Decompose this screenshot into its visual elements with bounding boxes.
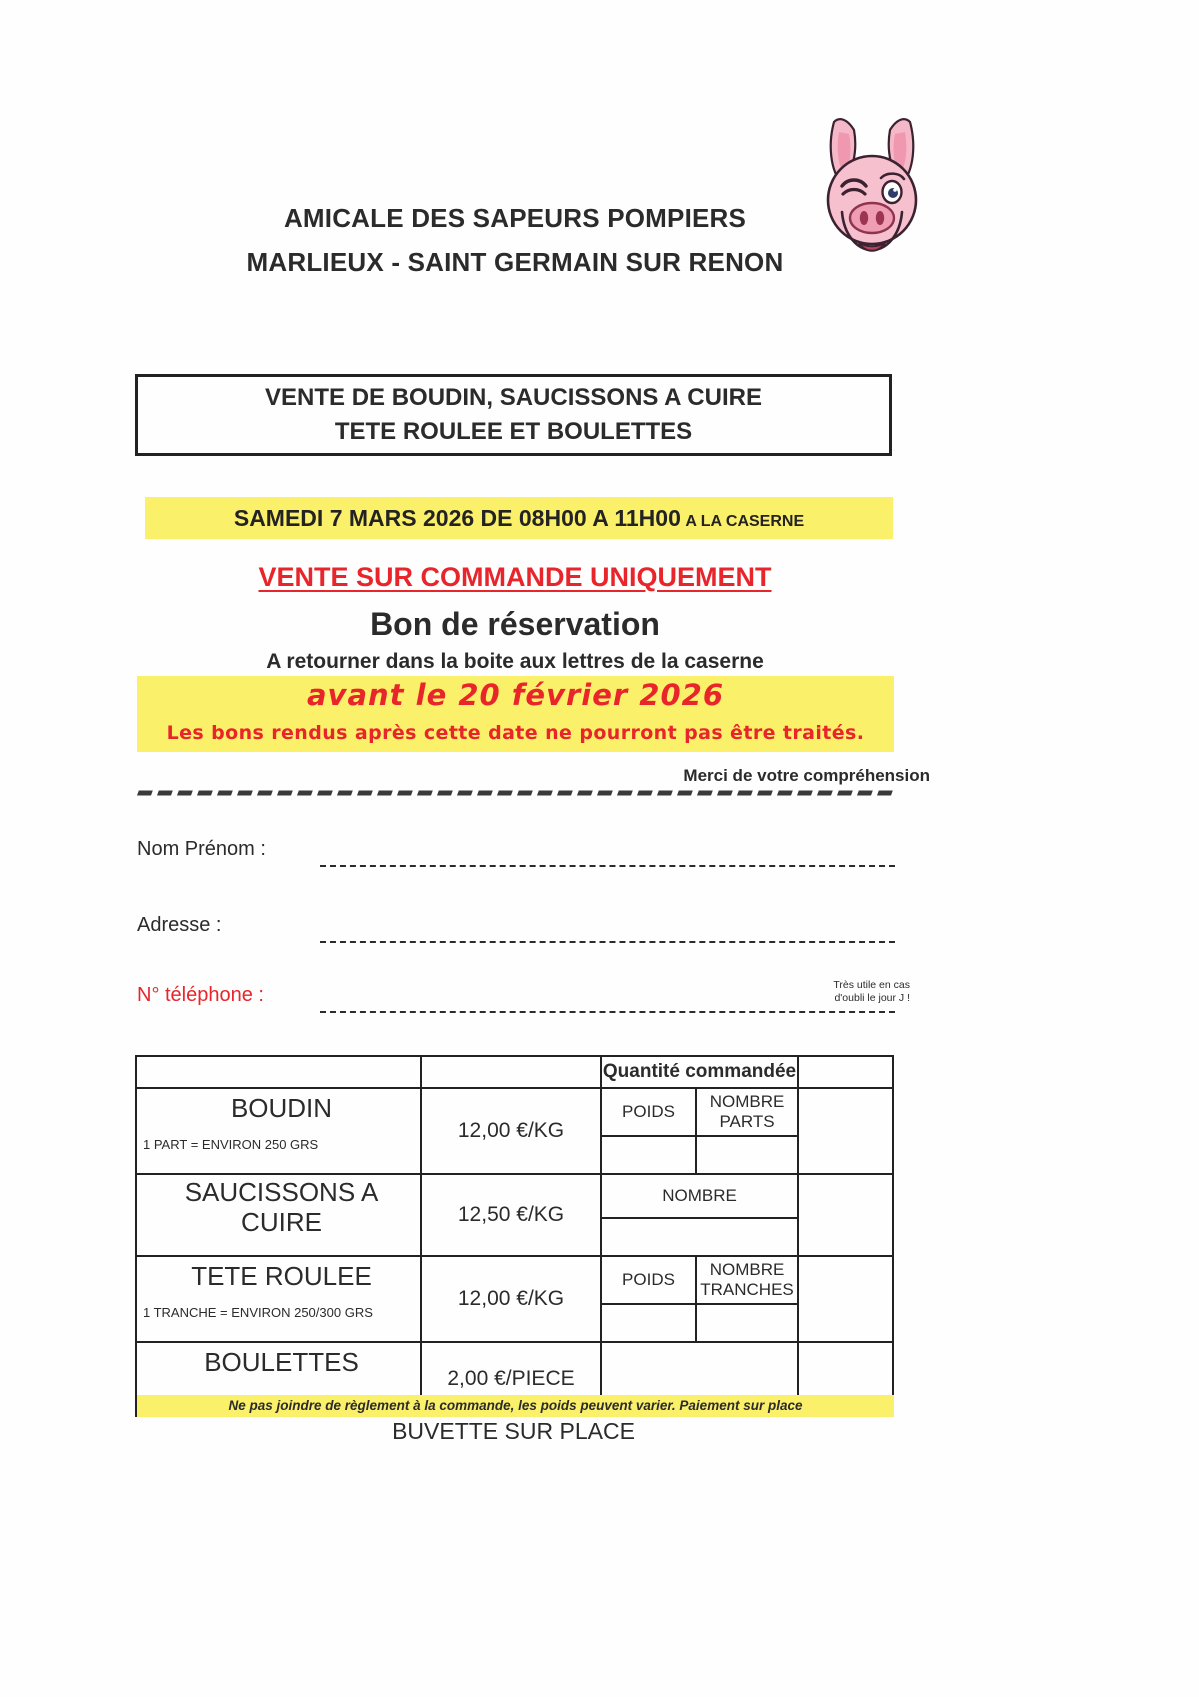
product-label-saucissons-line-1: SAUCISSONS A	[184, 1177, 379, 1207]
subheader-saucissons-nombre: NOMBRE	[601, 1174, 798, 1218]
product-name-saucissons	[136, 1174, 421, 1256]
field-adresse-label: Adresse :	[137, 914, 222, 936]
event-title-line-2: TETE ROULEE ET BOULETTES	[334, 418, 693, 445]
subheader-tete-tranches: TRANCHES	[700, 1280, 794, 1299]
table-row-saucissons	[136, 1174, 893, 1218]
product-name-boudin	[136, 1088, 421, 1174]
event-date-band	[145, 497, 893, 539]
phone-note-line-1: Très utile en cas	[833, 979, 910, 991]
boudin-total-cell[interactable]	[798, 1088, 893, 1174]
header-blank-right	[798, 1056, 893, 1088]
field-nom-prenom-input[interactable]	[320, 865, 895, 867]
product-label-tete-roulee: TETE ROULEE	[191, 1261, 372, 1291]
event-date-text: SAMEDI 7 MARS 2026 DE 08H00 A 11H00	[233, 505, 681, 531]
phone-note-line-2: d'oubli le jour J !	[834, 992, 910, 1004]
event-location-text: A LA CASERNE	[685, 513, 805, 530]
cut-here-divider	[136, 790, 896, 798]
subheader-tete-poids: POIDS	[601, 1256, 696, 1304]
field-telephone-input[interactable]	[320, 1011, 895, 1013]
event-title-box	[135, 374, 892, 456]
saucissons-total-cell[interactable]	[798, 1174, 893, 1256]
field-telephone	[137, 984, 897, 1014]
input-boudin-poids[interactable]	[601, 1136, 696, 1174]
organisation-line-1: AMICALE DES SAPEURS POMPIERS	[283, 203, 747, 233]
table-row-boudin	[136, 1088, 893, 1136]
buvette-text: BUVETTE SUR PLACE	[392, 1418, 635, 1444]
return-instruction: A retourner dans la boite aux lettres de la caserne	[266, 650, 764, 673]
product-price-boudin: 12,00 €/KG	[421, 1088, 601, 1174]
subheader-boudin-parts: PARTS	[719, 1112, 775, 1131]
subheader-tete-nombre-tranches	[696, 1256, 798, 1304]
subheader-boudin-poids: POIDS	[601, 1088, 696, 1136]
order-only-notice: VENTE SUR COMMANDE UNIQUEMENT	[258, 562, 772, 592]
payment-note-band: Ne pas joindre de règlement à la commande, les poids peuvent varier. Paiement sur place	[137, 1395, 894, 1417]
field-nom-prenom	[137, 838, 897, 868]
header-quantity-ordered: Quantité commandée	[601, 1056, 798, 1088]
deadline-band	[137, 676, 894, 752]
header-blank-price	[421, 1056, 601, 1088]
input-saucissons-nombre[interactable]	[601, 1218, 798, 1256]
deadline-warning: Les bons rendus après cette date ne pourront pas être traités.	[166, 722, 865, 744]
input-tete-poids[interactable]	[601, 1304, 696, 1342]
header-blank-left	[136, 1056, 421, 1088]
product-note-boudin: 1 PART = ENVIRON 250 GRS	[143, 1137, 319, 1152]
table-row-tete-roulee	[136, 1256, 893, 1304]
organisation-line-2: MARLIEUX - SAINT GERMAIN SUR RENON	[246, 247, 784, 277]
product-name-tete-roulee	[136, 1256, 421, 1342]
event-title-line-1: VENTE DE BOUDIN, SAUCISSONS A CUIRE	[265, 384, 762, 411]
product-price-tete-roulee: 12,00 €/KG	[421, 1256, 601, 1342]
product-label-saucissons-line-2: CUIRE	[241, 1207, 322, 1237]
field-nom-prenom-label: Nom Prénom :	[137, 838, 266, 860]
subheader-tete-nombre: NOMBRE	[709, 1260, 785, 1279]
table-header-row	[136, 1056, 893, 1088]
input-tete-nombre-tranches[interactable]	[696, 1304, 798, 1342]
product-label-boudin: BOUDIN	[230, 1093, 333, 1123]
product-name-boulettes: BOULETTES	[136, 1342, 421, 1416]
pig-head-icon	[812, 108, 932, 258]
phone-usefulness-note	[800, 979, 910, 1005]
subheader-boudin-nombre: NOMBRE	[709, 1092, 785, 1111]
field-telephone-label: N° téléphone :	[137, 984, 264, 1006]
deadline-date: avant le 20 février 2026	[306, 678, 724, 712]
input-boudin-nombre-parts[interactable]	[696, 1136, 798, 1174]
product-price-saucissons: 12,50 €/KG	[421, 1174, 601, 1256]
field-adresse-input[interactable]	[320, 941, 895, 943]
tete-roulee-total-cell[interactable]	[798, 1256, 893, 1342]
subheader-boudin-nombre-parts	[696, 1088, 798, 1136]
thanks-text: Merci de votre compréhension	[683, 766, 930, 785]
product-note-tete-roulee: 1 TRANCHE = ENVIRON 250/300 GRS	[143, 1305, 373, 1320]
field-adresse	[137, 914, 897, 944]
order-table	[135, 1055, 894, 1417]
product-price-boulettes: 2,00 €/PIECE	[421, 1342, 601, 1416]
reservation-subtitle: Bon de réservation	[370, 606, 660, 642]
